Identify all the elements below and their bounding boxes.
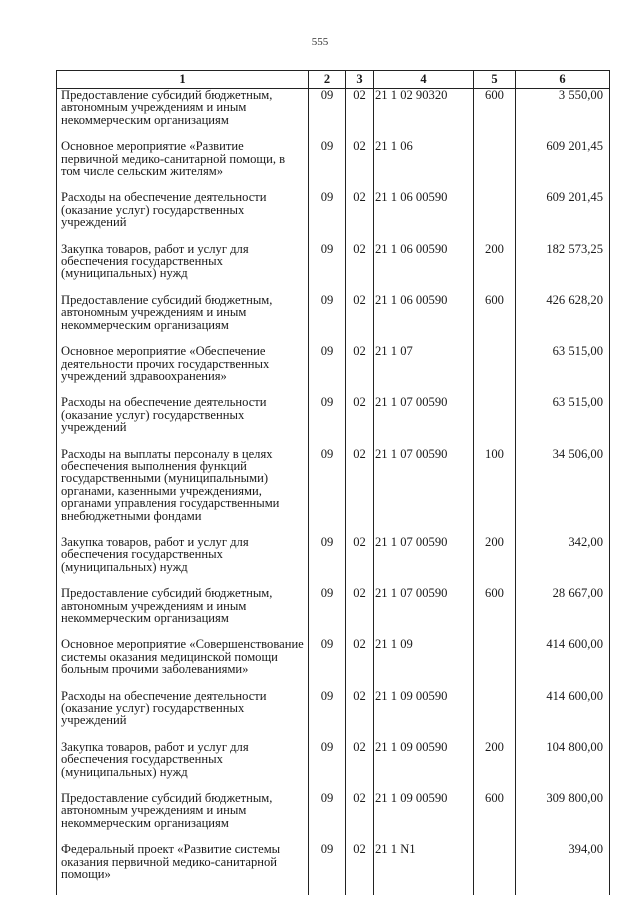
- row-amount: 609 201,45: [516, 140, 610, 191]
- row-name: Предоставление субсидий бюджетным, автономным учреждениям и иным некоммерческим организациям: [57, 792, 309, 843]
- row-expense-type: [474, 191, 516, 242]
- row-section: 09: [309, 536, 346, 587]
- table-row: [57, 294, 610, 345]
- row-target-code: 21 1 06 00590: [374, 294, 474, 345]
- row-section: 09: [309, 243, 346, 294]
- row-section: 09: [309, 294, 346, 345]
- row-amount: 342,00: [516, 536, 610, 587]
- row-target-code: 21 1 06 00590: [374, 243, 474, 294]
- row-target-code: 21 1 07 00590: [374, 536, 474, 587]
- row-expense-type: 200: [474, 536, 516, 587]
- row-section: 09: [309, 587, 346, 638]
- row-name: Федеральный проект «Развитие системы оказания первичной медико-санитарной помощи»: [57, 843, 309, 894]
- row-amount: 3 550,00: [516, 89, 610, 141]
- header-col-5: 5: [474, 71, 516, 89]
- row-expense-type: 600: [474, 792, 516, 843]
- row-expense-type: 600: [474, 587, 516, 638]
- row-expense-type: 600: [474, 89, 516, 141]
- row-subsection: 02: [346, 638, 374, 689]
- row-expense-type: [474, 843, 516, 894]
- row-target-code: 21 1 N1: [374, 843, 474, 894]
- row-expense-type: 600: [474, 294, 516, 345]
- row-expense-type: [474, 140, 516, 191]
- table-row: [57, 448, 610, 536]
- row-subsection: 02: [346, 89, 374, 141]
- row-name: Расходы на обеспечение деятельности (оказание услуг) государственных учреждений: [57, 690, 309, 741]
- row-amount: 414 600,00: [516, 638, 610, 689]
- row-subsection: 02: [346, 741, 374, 792]
- row-amount: 609 201,45: [516, 191, 610, 242]
- row-section: 09: [309, 396, 346, 447]
- row-target-code: 21 1 06: [374, 140, 474, 191]
- row-expense-type: 200: [474, 741, 516, 792]
- row-target-code: 21 1 07 00590: [374, 396, 474, 447]
- row-amount: 28 667,00: [516, 587, 610, 638]
- row-subsection: 02: [346, 345, 374, 396]
- row-target-code: 21 1 07 00590: [374, 587, 474, 638]
- table-row: [57, 243, 610, 294]
- row-subsection: 02: [346, 792, 374, 843]
- header-col-1: 1: [57, 71, 309, 89]
- budget-table: [56, 70, 610, 895]
- row-name: Закупка товаров, работ и услуг для обеспечения государственных (муниципальных) нужд: [57, 243, 309, 294]
- row-name: Расходы на обеспечение деятельности (оказание услуг) государственных учреждений: [57, 191, 309, 242]
- row-subsection: 02: [346, 690, 374, 741]
- row-amount: 63 515,00: [516, 345, 610, 396]
- header-col-6: 6: [516, 71, 610, 89]
- table-row: [57, 396, 610, 447]
- table-row: [57, 690, 610, 741]
- row-name: Расходы на выплаты персоналу в целях обеспечения выполнения функций государственными (муниципальными) органами, казенными учреждениями, органами управления государственными внебюджетными фондами: [57, 448, 309, 536]
- row-subsection: 02: [346, 587, 374, 638]
- table-row: [57, 89, 610, 141]
- row-expense-type: [474, 638, 516, 689]
- row-subsection: 02: [346, 243, 374, 294]
- row-section: 09: [309, 345, 346, 396]
- row-target-code: 21 1 09 00590: [374, 741, 474, 792]
- table-row: [57, 638, 610, 689]
- row-amount: 63 515,00: [516, 396, 610, 447]
- row-subsection: 02: [346, 294, 374, 345]
- row-section: 09: [309, 89, 346, 141]
- row-section: 09: [309, 638, 346, 689]
- table-row: [57, 536, 610, 587]
- row-amount: 414 600,00: [516, 690, 610, 741]
- row-target-code: 21 1 06 00590: [374, 191, 474, 242]
- row-amount: 426 628,20: [516, 294, 610, 345]
- table-row: [57, 843, 610, 894]
- row-amount: 309 800,00: [516, 792, 610, 843]
- header-col-4: 4: [374, 71, 474, 89]
- row-target-code: 21 1 02 90320: [374, 89, 474, 141]
- row-amount: 182 573,25: [516, 243, 610, 294]
- row-name: Закупка товаров, работ и услуг для обеспечения государственных (муниципальных) нужд: [57, 741, 309, 792]
- row-subsection: 02: [346, 396, 374, 447]
- row-target-code: 21 1 09 00590: [374, 792, 474, 843]
- row-section: 09: [309, 741, 346, 792]
- header-col-2: 2: [309, 71, 346, 89]
- row-section: 09: [309, 690, 346, 741]
- row-target-code: 21 1 09 00590: [374, 690, 474, 741]
- row-subsection: 02: [346, 536, 374, 587]
- row-section: 09: [309, 843, 346, 894]
- row-subsection: 02: [346, 191, 374, 242]
- row-subsection: 02: [346, 843, 374, 894]
- row-section: 09: [309, 792, 346, 843]
- row-section: 09: [309, 191, 346, 242]
- row-expense-type: [474, 396, 516, 447]
- row-name: Основное мероприятие «Развитие первичной медико-санитарной помощи, в том числе сельским жителям»: [57, 140, 309, 191]
- page-number: 555: [311, 36, 329, 48]
- table-row: [57, 587, 610, 638]
- table-row: [57, 191, 610, 242]
- row-section: 09: [309, 448, 346, 536]
- row-name: Предоставление субсидий бюджетным, автономным учреждениям и иным некоммерческим организациям: [57, 587, 309, 638]
- row-subsection: 02: [346, 140, 374, 191]
- row-name: Предоставление субсидий бюджетным, автономным учреждениям и иным некоммерческим организациям: [57, 89, 309, 141]
- row-section: 09: [309, 140, 346, 191]
- row-name: Предоставление субсидий бюджетным, автономным учреждениям и иным некоммерческим организациям: [57, 294, 309, 345]
- row-name: Основное мероприятие «Совершенствование системы оказания медицинской помощи больным прочими заболеваниями»: [57, 638, 309, 689]
- row-target-code: 21 1 07: [374, 345, 474, 396]
- table-row: [57, 345, 610, 396]
- row-target-code: 21 1 07 00590: [374, 448, 474, 536]
- row-subsection: 02: [346, 448, 374, 536]
- row-name: Расходы на обеспечение деятельности (оказание услуг) государственных учреждений: [57, 396, 309, 447]
- row-expense-type: [474, 345, 516, 396]
- table-row: [57, 792, 610, 843]
- row-name: Закупка товаров, работ и услуг для обеспечения государственных (муниципальных) нужд: [57, 536, 309, 587]
- row-expense-type: 100: [474, 448, 516, 536]
- row-amount: 34 506,00: [516, 448, 610, 536]
- row-name: Основное мероприятие «Обеспечение деятельности прочих государственных учреждений здравоохранения»: [57, 345, 309, 396]
- row-target-code: 21 1 09: [374, 638, 474, 689]
- table-row: [57, 140, 610, 191]
- header-col-3: 3: [346, 71, 374, 89]
- table-header-row: [57, 71, 610, 89]
- row-expense-type: [474, 690, 516, 741]
- row-expense-type: 200: [474, 243, 516, 294]
- row-amount: 394,00: [516, 843, 610, 894]
- row-amount: 104 800,00: [516, 741, 610, 792]
- table-row: [57, 741, 610, 792]
